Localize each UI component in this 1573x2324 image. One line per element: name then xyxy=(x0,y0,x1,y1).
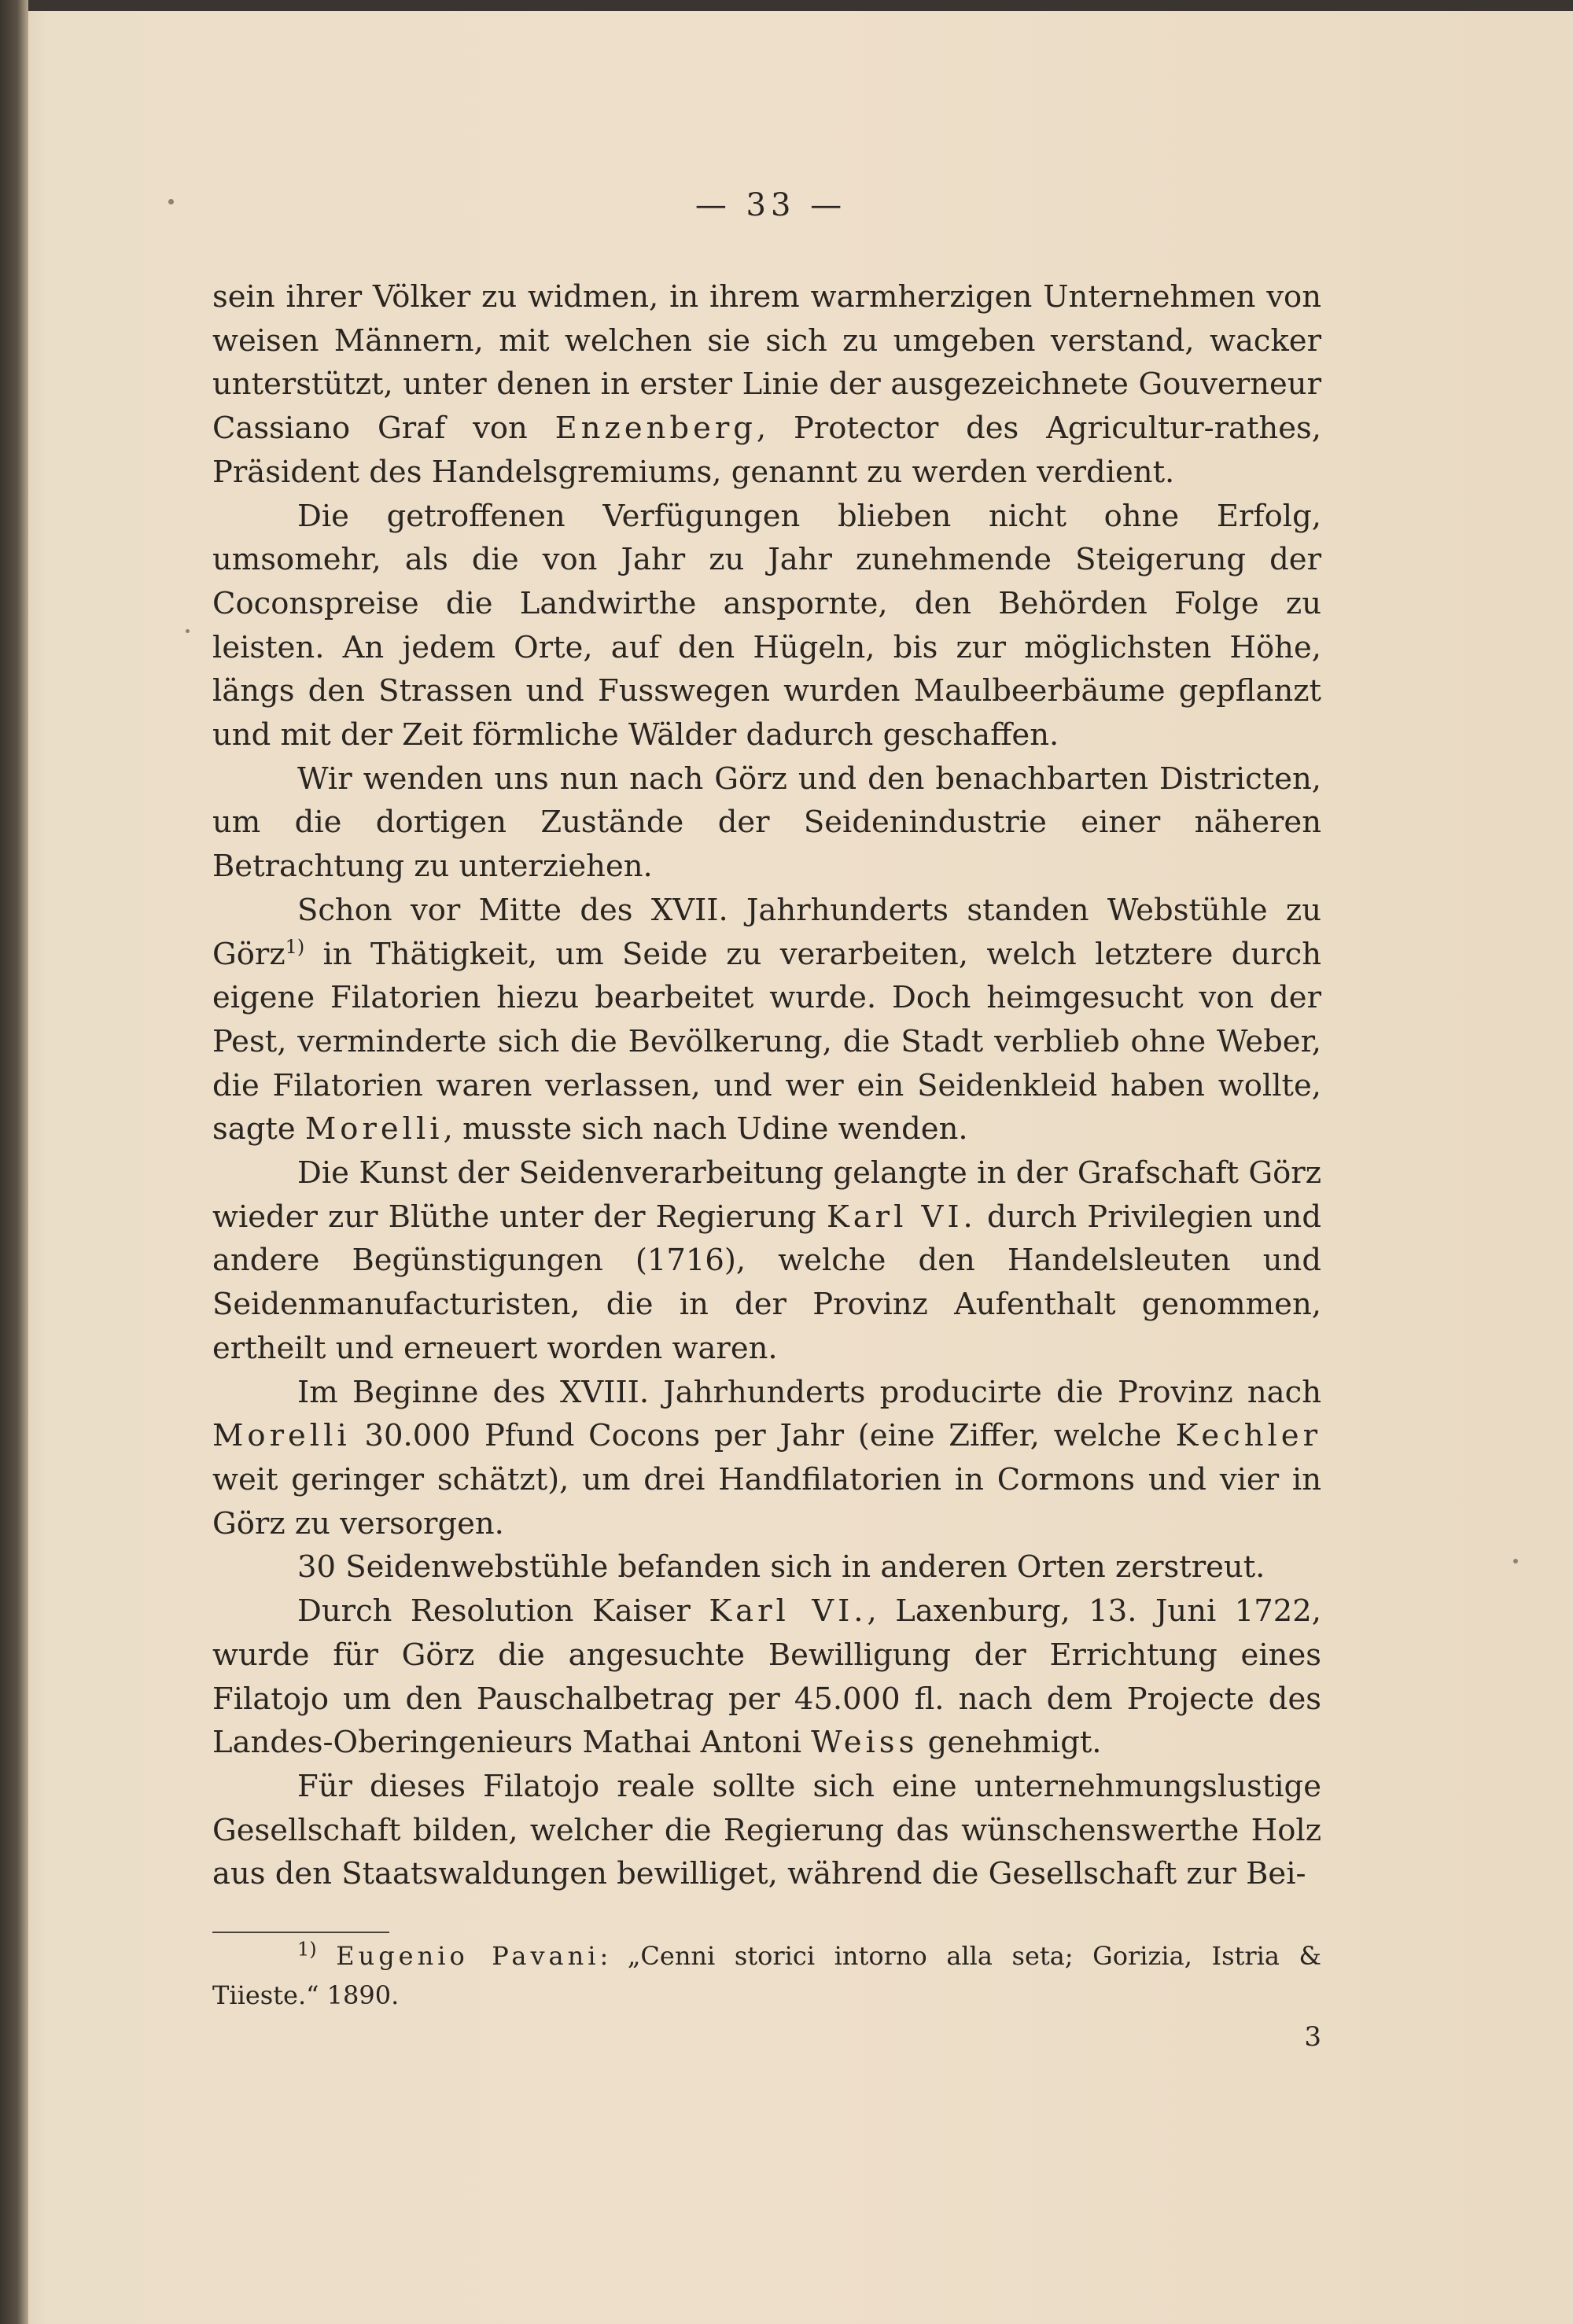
body-text xyxy=(212,275,1321,1896)
signature-mark: 3 xyxy=(1304,2021,1321,2053)
page-number: — 33 — xyxy=(694,187,847,223)
footnote-marker: 1) xyxy=(297,1938,317,1961)
paragraph: Durch Resolution Kaiser Karl VI., Laxenburg, 13. Juni 1722, wurde für Görz die angesuchte Bewilligung der Errichtung eines Filatojo um den Pauschalbetrag per 45.000 fl. nach dem Projecte des Landes-Oberingenieurs Mathai Antoni Weiss genehmigt. xyxy=(212,1593,1321,1761)
paragraph: sein ihrer Völker zu widmen, in ihrem warmherzigen Unternehmen von weisen Männern, mit welchen sie sich zu umgeben verstand, wacker unterstützt, unter denen in erster Linie der ausgezeichnete Gouverneur Cassiano Graf von Enzenberg, Protector des Agricultur-rathes, Präsident des Handelsgremiums, genannt zu werden verdient. xyxy=(212,279,1322,490)
paper-speck xyxy=(186,629,190,633)
scan-top-edge xyxy=(0,0,1573,11)
footnote-text: : „Cenni storici intorno alla seta; Gorizia, Istria & Tiieste.“ 1890. xyxy=(212,1941,1322,2010)
paragraph: Die Kunst der Seidenverarbeitung gelangte in der Grafschaft Görz wieder zur Blüthe unter der Regierung Karl VI. durch Privilegien und andere Begünstigungen (1716), welche den Handelsleuten und Seidenmanufacturisten, die in der Provinz Aufenthalt genommen, ertheilt und erneuert worden waren. xyxy=(212,1155,1321,1366)
paragraph: Im Beginne des XVIII. Jahrhunderts producirte die Provinz nach Morelli 30.000 Pfund Cocons per Jahr (eine Ziffer, welche Kechler weit geringer schätzt), um drei Handfilatorien in Cormons und vier in Görz zu versorgen. xyxy=(212,1374,1321,1541)
paper-speck xyxy=(168,199,174,204)
paragraph: Für dieses Filatojo reale sollte sich eine unternehmungslustige Gesellschaft bilden, welcher die Regierung das wünschenswerthe Holz aus den Staatswaldungen bewilliget, während die Gesellschaft zur Bei- xyxy=(212,1768,1321,1892)
book-binding-edge xyxy=(0,0,28,2324)
footnote-reference: 1) xyxy=(285,935,305,958)
paragraph: Die getroffenen Verfügungen blieben nicht ohne Erfolg, umsomehr, als die von Jahr zu Jahr zunehmende Steigerung der Coconspreise die Landwirthe anspornte, den Behörden Folge zu leisten. An jedem Orte, auf den Hügeln, bis zur möglichsten Höhe, längs den Strassen und Fusswegen wurden Maulbeerbäume gepflanzt und mit der Zeit förmliche Wälder dadurch geschaffen. xyxy=(212,498,1321,753)
paragraph: 30 Seidenwebstühle befanden sich in anderen Orten zerstreut. xyxy=(297,1549,1265,1586)
footnote xyxy=(212,1936,1321,2015)
paragraph: Wir wenden uns nun nach Görz und den benachbarten Districten, um die dortigen Zustände der Seidenindustrie einer näheren Betrachtung zu unterziehen. xyxy=(212,761,1321,885)
footnote-divider xyxy=(212,1932,389,1933)
paper-speck xyxy=(1513,1559,1518,1563)
footnote-author: Eugenio Pavani xyxy=(336,1941,600,1971)
paragraph: Schon vor Mitte des XVII. Jahrhunderts standen Webstühle zu Görz$^{1)}$ in Thätigkeit, um Seide zu verarbeiten, welch letztere durch eigene Filatorien hiezu bearbeitet wurde. Doch heimgesucht von der Pest, verminderte sich die Bevölkerung, die Stadt verblieb ohne Weber, die Filatorien waren verlassen, und wer ein Seidenkleid haben wollte, sagte Morelli, musste sich nach Udine wenden. xyxy=(212,892,1321,1147)
